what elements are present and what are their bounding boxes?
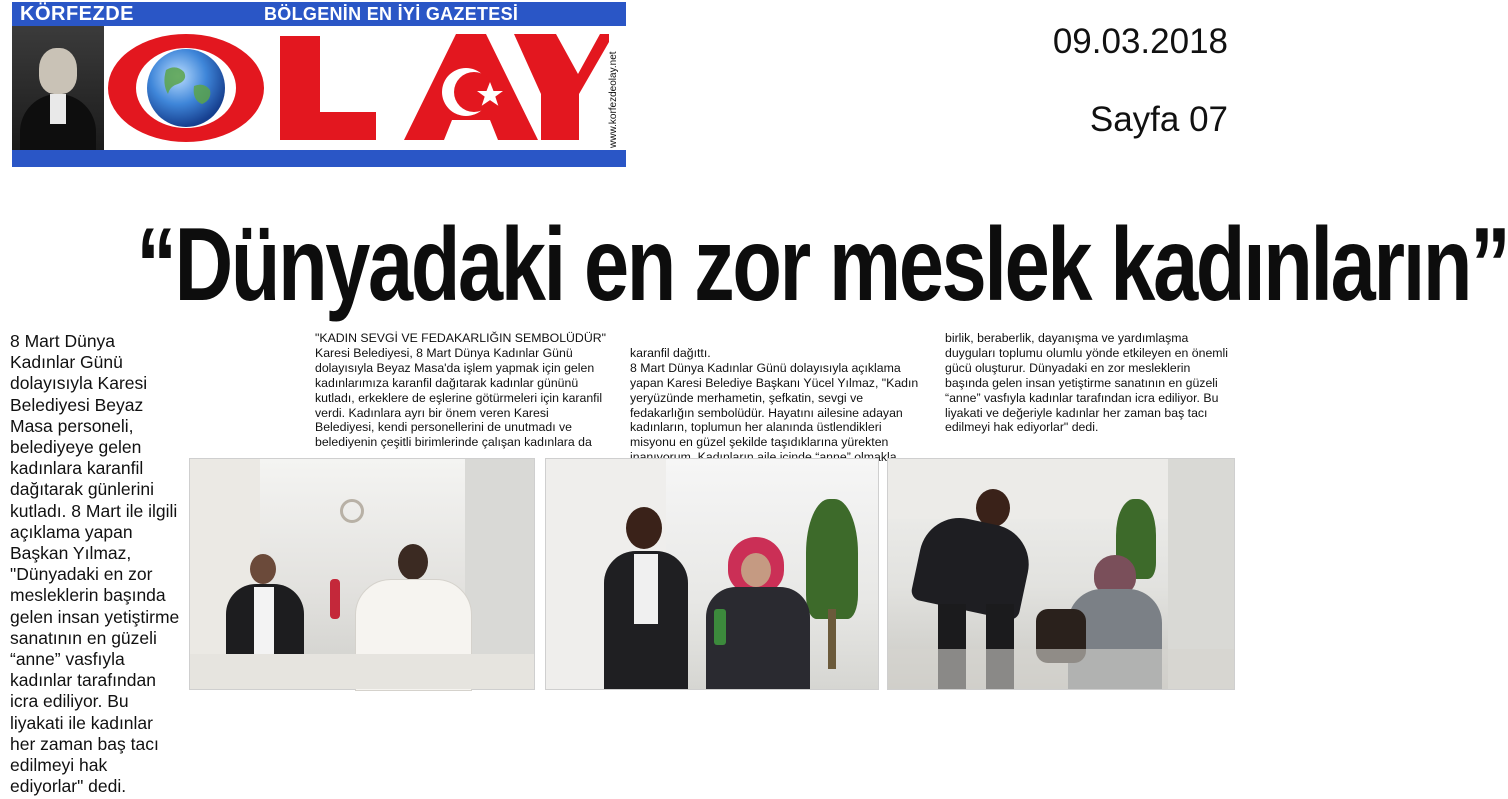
- photo-carnation-handover-3: [887, 458, 1235, 690]
- column-2-body: Karesi Belediyesi, 8 Mart Dünya Kadınlar Günü dolayısıyla Beyaz Masa'da işlem yapmak için gelen kadınlarımıza karanfil dağıtarak kadınlar gününü kutladı, erkeklere de eşlerine götürmeleri için karanfil verdi. Kadınlara ayrı bir önem veren Karesi Belediyesi, kendi personellerini de unutmadı ve belediyenin çeşitli birimlerinde çalışan kadınlara da: [315, 345, 603, 450]
- masthead-top-bar: [12, 2, 626, 26]
- column-subhead: "KADIN SEVGİ VE FEDAKARLIĞIN SEMBOLÜDÜR": [315, 331, 606, 345]
- column-3-body: karanfil dağıttı. 8 Mart Dünya Kadınlar Günü dolayısıyla açıklama yapan Karesi Belediye Başkanı Yücel Yılmaz, "Kadın yeryüzünde merhametin, şefkatin, sevgi ve fedakarlığın sembolüdür. Hayatını ailesine adayan kadınların, toplumun her alanında üstlendikleri misyonu en güzel şekilde taşıdıklarına yürekten: [630, 345, 919, 450]
- column-4-body: birlik, beraberlik, dayanışma ve yardımlaşma duyguları toplumu olumlu yönde etkileyen en önemli gücü oluşturur. Dünyadaki en zor mesleklerin başında gelen insan yetiştirme sanatının en güzeli “anne” vasfıyla kadınlar tarafından icra ediliyor. Bu liyakati ve değeriyle kadınlar her zaman baş tacı edilmeyi hak ediyorlar" dedi.: [945, 331, 1228, 435]
- article-column-4: [945, 331, 1235, 435]
- olay-logo: [104, 26, 609, 150]
- globe-icon: [147, 49, 225, 127]
- headline: “Dünyadaki en zor meslek kadınların”: [136, 207, 1508, 323]
- masthead-slogan: BÖLGENİN EN İYİ GAZETESİ: [264, 4, 519, 24]
- masthead: [12, 2, 626, 167]
- photo-carnation-handover-2: [545, 458, 879, 690]
- page-number: Sayfa 07: [1089, 100, 1228, 139]
- masthead-region-label: KÖRFEZDE: [20, 3, 134, 25]
- portrait-photo: [12, 26, 104, 150]
- photo-carnation-handover-1: [189, 458, 535, 690]
- lead-paragraph-text: 8 Mart Dünya Kadınlar Günü dolayısıyla Karesi Belediyesi Beyaz Masa personeli, belediyeye gelen kadınlara karanfil dağıtarak günlerini kutladı. 8 Mart ile ilgili açıklama yapan Başkan Yılmaz, "Dünyadaki en zor mesleklerin başında gelen insan yetiştirme sanatının en güzeli “anne” vasfıyla kadınlar tarafından icra ediliyor. Bu liyakati ile kadınlar her zaman baş tacı edilmeyi hak ediyorlar" dedi.: [10, 331, 180, 797]
- issue-date: 09.03.2018: [1052, 22, 1228, 61]
- article-column-2: [315, 331, 608, 450]
- masthead-bottom-bar: [12, 150, 626, 167]
- website-url: www.korfezdeolay.net: [608, 51, 619, 148]
